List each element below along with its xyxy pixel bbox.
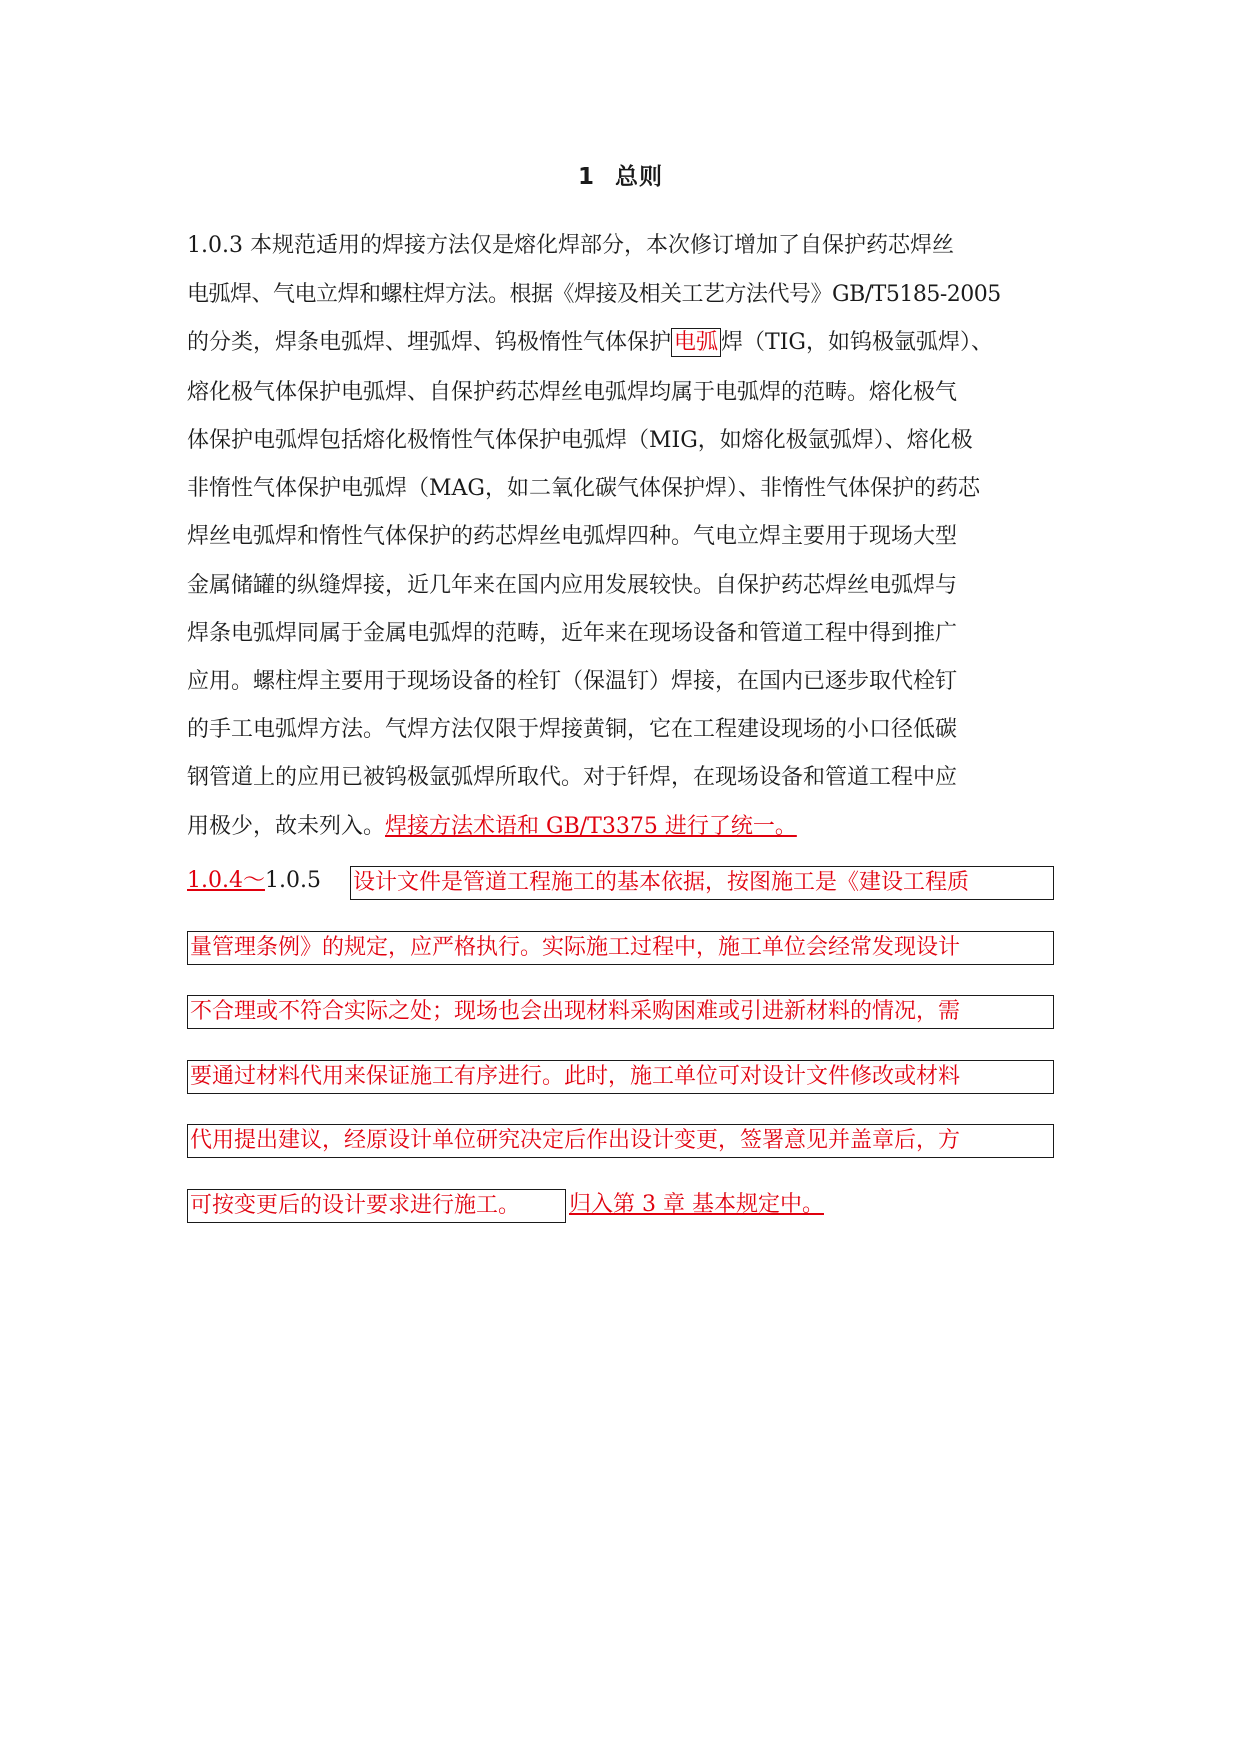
clause-103-line-4: 熔化极气体保护电弧焊、自保护药芯焊丝电弧焊均属于电弧焊的范畴。熔化极气 [187,380,958,405]
clause-103-text-1: 本规范适用的焊接方法仅是熔化焊部分，本次修订增加了自保护药芯焊丝 [249,233,954,258]
clause-104-number-inserted: 1.0.4～ [187,868,265,893]
revision-inserted-note: 焊接方法术语和 GB/T3375 进行了统一。 [385,814,797,839]
clause-103-line-5: 体保护电弧焊包括熔化极惰性气体保护电弧焊（MIG，如熔化极氩弧焊）、熔化极 [187,428,973,453]
clause-103-line-11: 的手工电弧焊方法。气焊方法仅限于焊接黄铜，它在工程建设现场的小口径低碳 [187,717,958,742]
clause-103-line-12: 钢管道上的应用已被钨极氩弧焊所取代。对于钎焊，在现场设备和管道工程中应 [187,765,958,790]
clause-103-number: 1.0.3 [187,233,243,258]
clause-104-line-3: 不合理或不符合实际之处；现场也会出现材料采购困难或引进新材料的情况，需 [187,995,1054,1029]
clause-104-number-original: 1.0.5 [264,868,321,893]
chapter-number: 1 [577,164,595,190]
clause-104-line-1: 设计文件是管道工程施工的基本依据，按图施工是《建设工程质 [350,866,1054,900]
clause-103-line-1 [187,233,954,259]
chapter-title: 总则 [615,164,663,190]
clause-103-line-9: 焊条电弧焊同属于金属电弧焊的范畴，近年来在现场设备和管道工程中得到推广 [187,621,958,646]
clause-104-line-4: 要通过材料代用来保证施工有序进行。此时，施工单位可对设计文件修改或材料 [187,1060,1054,1094]
clause-103-line-8: 金属储罐的纵缝焊接，近几年来在国内应用发展较快。自保护药芯焊丝电弧焊与 [187,573,958,598]
clause-104-line-2: 量管理条例》的规定，应严格执行。实际施工过程中，施工单位会经常发现设计 [187,931,1054,965]
chapter-heading [0,158,1241,191]
clause-104-inserted-note: 归入第 3 章 基本规定中。 [569,1192,824,1217]
clause-104-number [187,868,321,894]
clause-103-line-3: 的分类，焊条电弧焊、埋弧焊、钨极惰性气体保护 电弧 焊（TIG，如钨极氩弧焊）、 [187,330,993,355]
revision-boxed-term: 电弧 [671,328,721,357]
clause-103-line-6: 非惰性气体保护电弧焊（MAG，如二氧化碳气体保护焊）、非惰性气体保护的药芯 [187,476,980,501]
clause-103-line-13: 用极少，故未列入。焊接方法术语和 GB/T3375 进行了统一。 [187,814,797,839]
clause-103-line-10: 应用。螺柱焊主要用于现场设备的栓钉（保温钉）焊接，在国内已逐步取代栓钉 [187,669,958,694]
clause-103-line-7: 焊丝电弧焊和惰性气体保护的药芯焊丝电弧焊四种。气电立焊主要用于现场大型 [187,524,958,549]
clause-104-line-5: 代用提出建议，经原设计单位研究决定后作出设计变更，签署意见并盖章后，方 [187,1124,1054,1158]
clause-104-line-6: 可按变更后的设计要求进行施工。 [187,1189,566,1223]
clause-103-line-2: 电弧焊、气电立焊和螺柱焊方法。根据《焊接及相关工艺方法代号》GB/T5185-2005 [187,282,1001,307]
